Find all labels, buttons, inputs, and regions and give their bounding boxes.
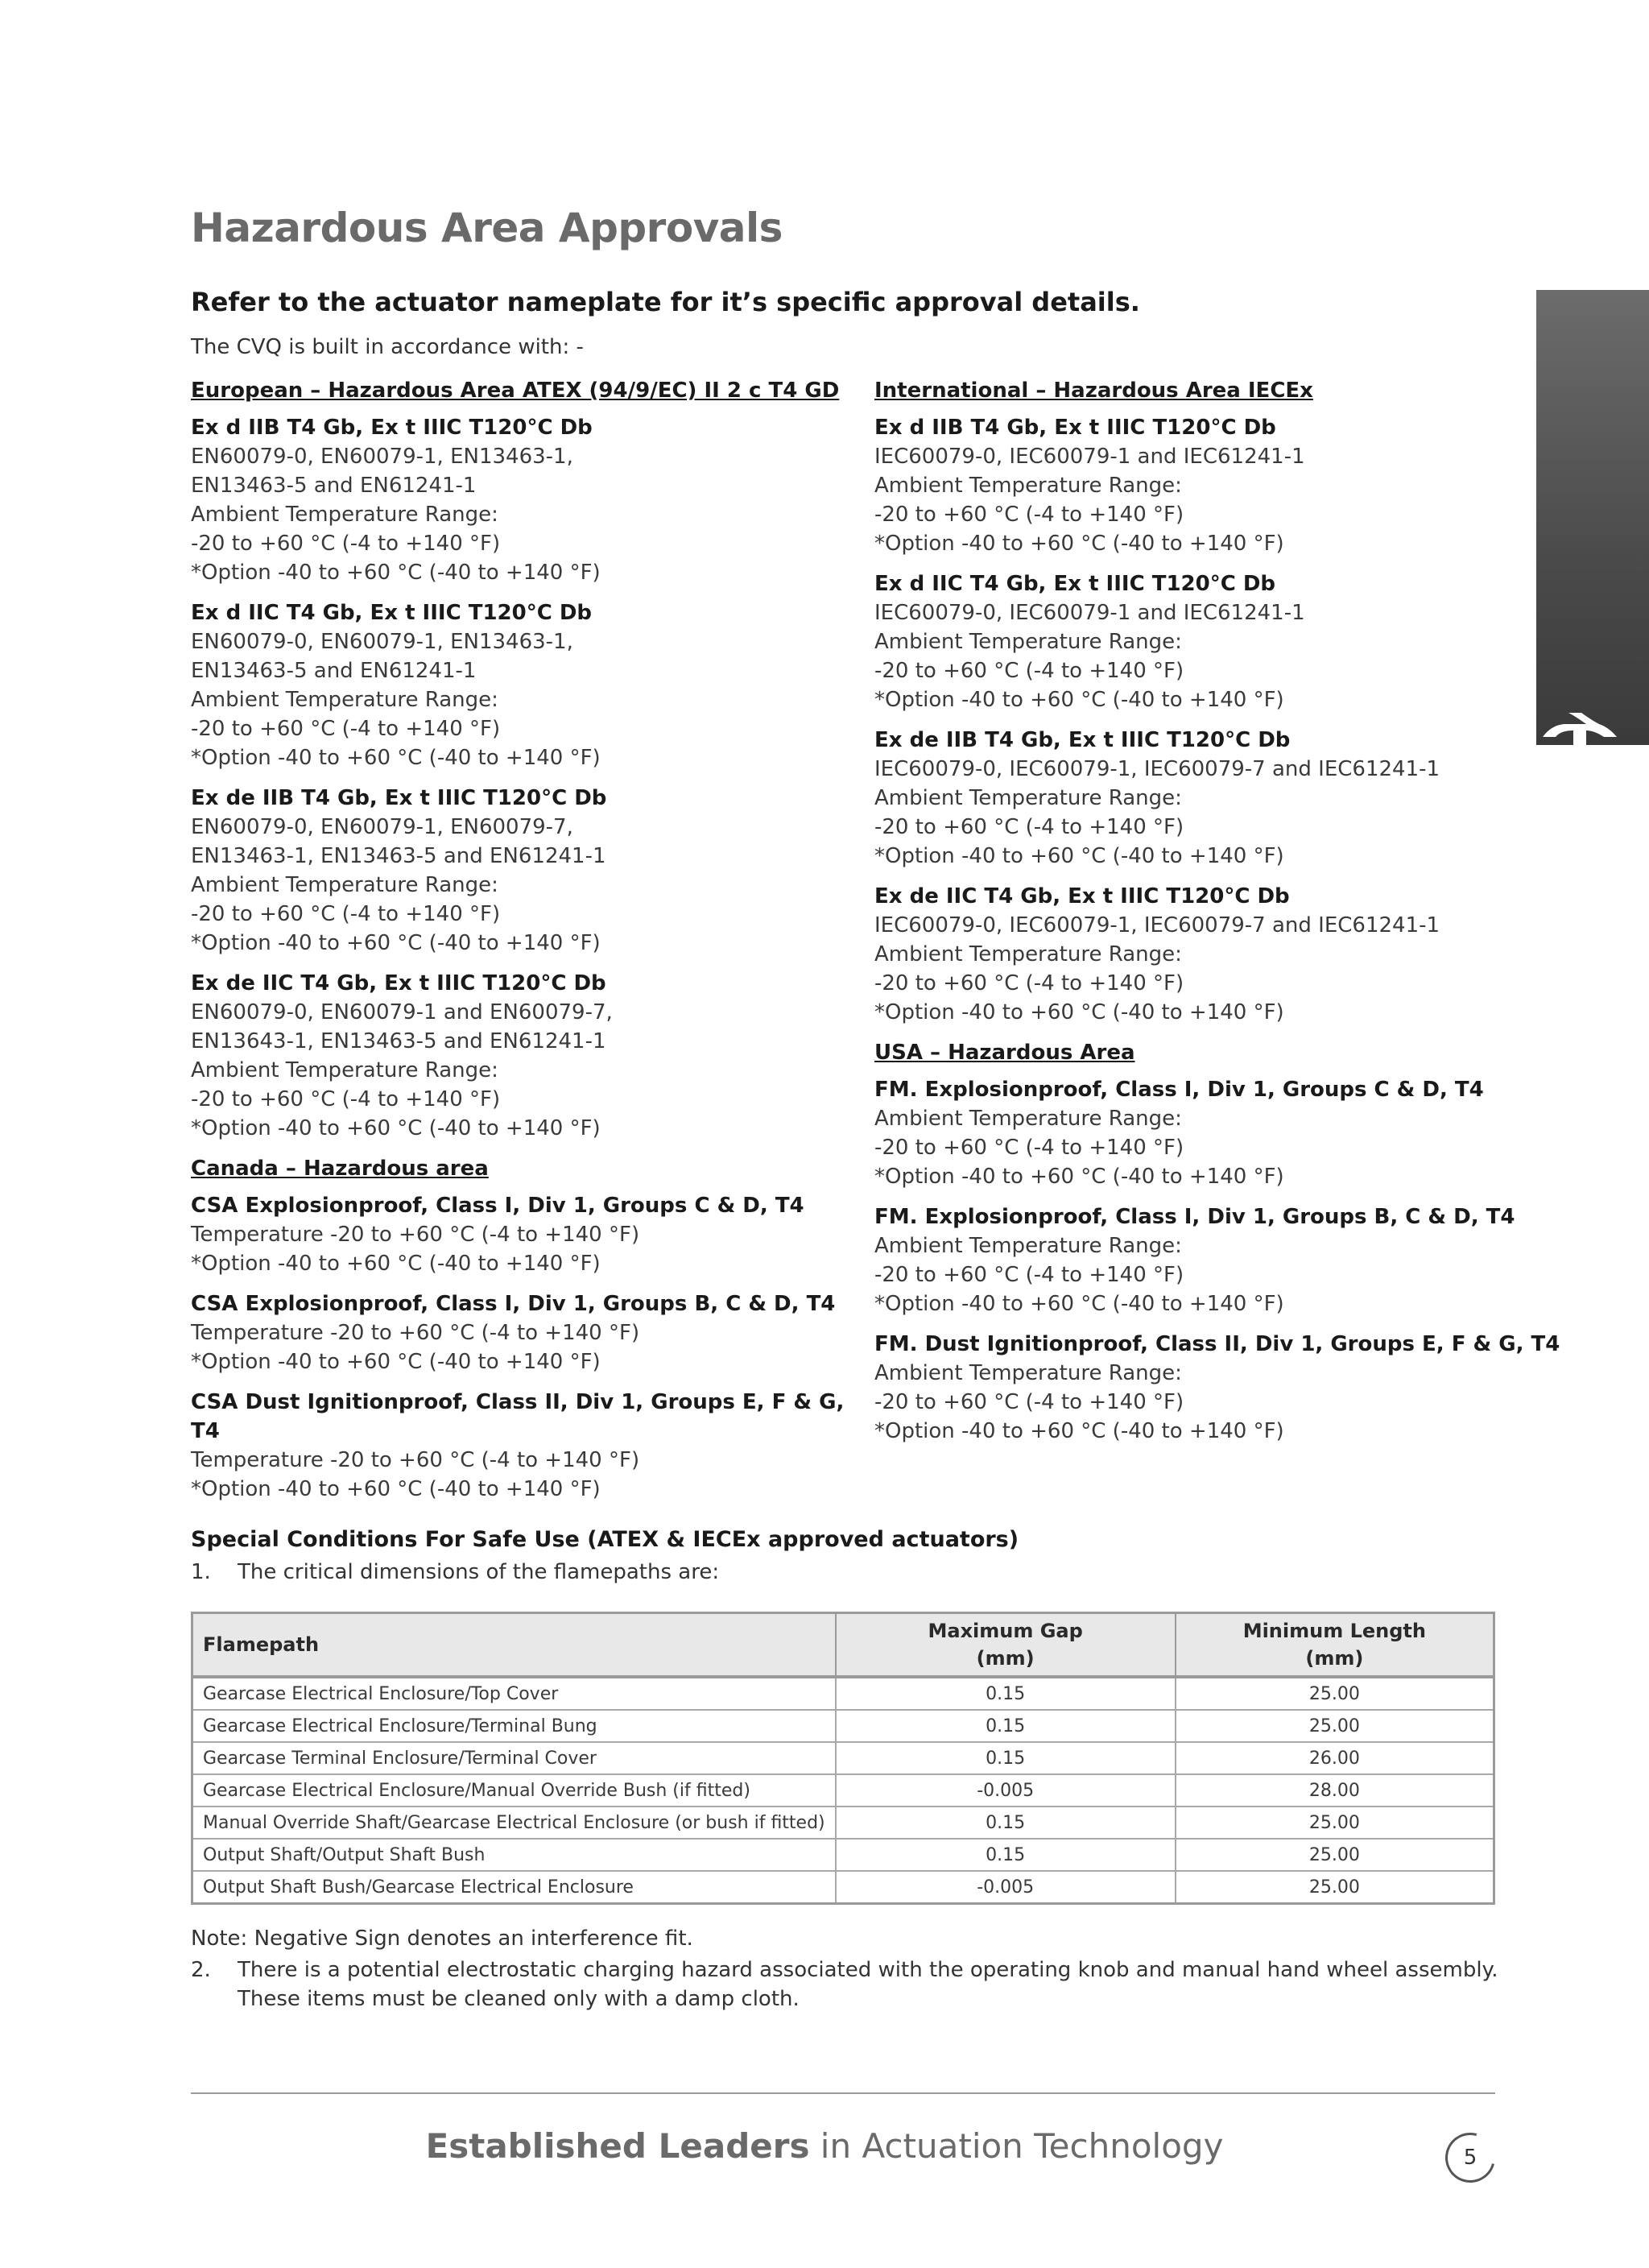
table-row [192, 1839, 1494, 1871]
approval-block [874, 1330, 1567, 1446]
approval-detail-line: *Option -40 to +60 °C (-40 to +140 °F) [191, 1252, 601, 1276]
cell-max-gap: 0.15 [836, 1710, 1176, 1742]
approval-block [874, 1075, 1567, 1191]
flamepath-table [191, 1612, 1495, 1905]
cell-min-length: 25.00 [1176, 1710, 1494, 1742]
approval-detail-line: *Option -40 to +60 °C (-40 to +140 °F) [874, 1419, 1284, 1443]
approval-title: Ex de IIB T4 Gb, Ex t IIIC T120°C Db [191, 786, 607, 810]
page-number: 5 [1463, 2146, 1477, 2170]
approval-title: CSA Explosionproof, Class I, Div 1, Groups B, C & D, T4 [191, 1292, 836, 1316]
approval-detail-line: *Option -40 to +60 °C (-40 to +140 °F) [874, 1165, 1284, 1189]
header-max-gap-line1: Maximum Gap [928, 1620, 1083, 1642]
approval-block [191, 1191, 851, 1278]
approval-detail-line: Temperature -20 to +60 °C (-4 to +140 °F) [191, 1321, 640, 1345]
cell-max-gap: -0.005 [836, 1774, 1176, 1807]
approval-detail-line: Ambient Temperature Range: [874, 474, 1182, 498]
approval-detail-line: -20 to +60 °C (-4 to +140 °F) [874, 659, 1184, 683]
cell-flamepath: Manual Override Shaft/Gearcase Electrical Enclosure (or bush if fitted) [192, 1807, 836, 1839]
approval-block [191, 1388, 851, 1504]
approval-detail-line: -20 to +60 °C (-4 to +140 °F) [874, 1390, 1184, 1414]
approval-detail-line: EN13463-5 and EN61241-1 [191, 474, 477, 498]
approval-detail-line: *Option -40 to +60 °C (-40 to +140 °F) [874, 532, 1284, 556]
cell-min-length: 25.00 [1176, 1839, 1494, 1871]
tab-marker-icon [1536, 713, 1649, 745]
approval-detail-line: Ambient Temperature Range: [874, 1107, 1182, 1131]
approval-block [874, 1202, 1567, 1318]
approval-detail-line: IEC60079-0, IEC60079-1, IEC60079-7 and IEC61241-1 [874, 757, 1440, 781]
approval-detail-line: IEC60079-0, IEC60079-1, IEC60079-7 and IEC61241-1 [874, 913, 1440, 937]
approval-detail-line: -20 to +60 °C (-4 to +140 °F) [191, 717, 501, 741]
item-text-line1: There is a potential electrostatic charging hazard associated with the operating knob and manual hand wheel assembly. [238, 1958, 1498, 1982]
header-max-gap [836, 1613, 1176, 1678]
note-text: Note: Negative Sign denotes an interference fit. [191, 1927, 693, 1951]
approval-detail-line: EN60079-0, EN60079-1, EN60079-7, [191, 815, 573, 839]
item-text-line2: These items must be cleaned only with a damp cloth. [238, 1987, 800, 2011]
approval-detail-line: EN60079-0, EN60079-1 and EN60079-7, [191, 1000, 613, 1024]
left-approvals-column [191, 376, 851, 1515]
approval-block [191, 598, 851, 772]
approval-title: CSA Dust Ignitionproof, Class II, Div 1, Groups E, F & G, T4 [191, 1390, 845, 1443]
approval-detail-line: EN60079-0, EN60079-1, EN13463-1, [191, 630, 573, 654]
item-number: 1. [191, 1560, 211, 1584]
approval-detail-line: IEC60079-0, IEC60079-1 and IEC61241-1 [874, 601, 1305, 625]
approval-detail-line: *Option -40 to +60 °C (-40 to +140 °F) [874, 1000, 1284, 1024]
flamepath-table-body [192, 1677, 1494, 1904]
cell-max-gap: 0.15 [836, 1807, 1176, 1839]
approval-title: Ex de IIC T4 Gb, Ex t IIIC T120°C Db [874, 884, 1290, 908]
header-min-length-line1: Minimum Length [1242, 1620, 1426, 1642]
cell-min-length: 28.00 [1176, 1774, 1494, 1807]
page-title: Hazardous Area Approvals [191, 205, 783, 251]
approval-detail-line: *Option -40 to +60 °C (-40 to +140 °F) [191, 1350, 601, 1374]
approval-block [874, 726, 1567, 871]
approval-title: Ex d IIC T4 Gb, Ex t IIIC T120°C Db [191, 601, 593, 625]
table-row [192, 1774, 1494, 1807]
cell-min-length: 25.00 [1176, 1807, 1494, 1839]
approval-detail-line: *Option -40 to +60 °C (-40 to +140 °F) [191, 1477, 601, 1501]
approval-title: Ex de IIC T4 Gb, Ex t IIIC T120°C Db [191, 971, 606, 995]
approval-block [191, 413, 851, 587]
cell-max-gap: 0.15 [836, 1677, 1176, 1710]
cell-flamepath: Gearcase Electrical Enclosure/Manual Override Bush (if fitted) [192, 1774, 836, 1807]
section-heading: Canada – Hazardous area [191, 1157, 489, 1181]
cell-min-length: 25.00 [1176, 1677, 1494, 1710]
approval-detail-line: -20 to +60 °C (-4 to +140 °F) [874, 815, 1184, 839]
approval-detail-line: Temperature -20 to +60 °C (-4 to +140 °F) [191, 1223, 640, 1247]
table-row [192, 1871, 1494, 1904]
intro-text: The CVQ is built in accordance with: - [191, 335, 584, 359]
approval-detail-line: Ambient Temperature Range: [191, 503, 498, 527]
footer-tagline-strong: Established Leaders [425, 2126, 810, 2166]
section-heading: International – Hazardous Area IECEx [874, 379, 1313, 403]
cell-max-gap: -0.005 [836, 1871, 1176, 1904]
cell-min-length: 26.00 [1176, 1742, 1494, 1774]
cell-flamepath: Output Shaft/Output Shaft Bush [192, 1839, 836, 1871]
approval-detail-line: Ambient Temperature Range: [191, 1058, 498, 1082]
approval-detail-line: EN60079-0, EN60079-1, EN13463-1, [191, 445, 573, 469]
approval-detail-line: EN13643-1, EN13463-5 and EN61241-1 [191, 1029, 606, 1053]
approval-detail-line: *Option -40 to +60 °C (-40 to +140 °F) [191, 931, 601, 955]
approval-detail-line: -20 to +60 °C (-4 to +140 °F) [874, 1263, 1184, 1287]
approval-title: Ex d IIC T4 Gb, Ex t IIIC T120°C Db [874, 572, 1276, 596]
approval-detail-line: EN13463-1, EN13463-5 and EN61241-1 [191, 844, 606, 868]
special-conditions-heading: Special Conditions For Safe Use (ATEX & IECEx approved actuators) [191, 1527, 1019, 1552]
header-max-gap-line2: (mm) [976, 1647, 1035, 1670]
approval-title: Ex d IIB T4 Gb, Ex t IIIC T120°C Db [191, 416, 593, 440]
approval-detail-line: *Option -40 to +60 °C (-40 to +140 °F) [191, 746, 601, 770]
approval-block [874, 569, 1567, 714]
table-row [192, 1742, 1494, 1774]
approval-detail-line: Ambient Temperature Range: [874, 1361, 1182, 1385]
table-row [192, 1710, 1494, 1742]
cell-flamepath: Output Shaft Bush/Gearcase Electrical Enclosure [192, 1871, 836, 1904]
section-side-tab [1536, 290, 1649, 745]
section-heading: USA – Hazardous Area [874, 1041, 1135, 1065]
approval-detail-line: Ambient Temperature Range: [874, 1234, 1182, 1258]
footer-tagline [0, 2126, 1649, 2166]
footer-tagline-rest: in Actuation Technology [809, 2126, 1224, 2166]
approval-detail-line: *Option -40 to +60 °C (-40 to +140 °F) [874, 688, 1284, 712]
approval-title: FM. Explosionproof, Class I, Div 1, Groups B, C & D, T4 [874, 1205, 1515, 1229]
item-text: The critical dimensions of the flamepaths are: [238, 1560, 720, 1584]
approval-detail-line: -20 to +60 °C (-4 to +140 °F) [191, 1087, 501, 1111]
table-row [192, 1807, 1494, 1839]
page-subtitle: Refer to the actuator nameplate for it’s specific approval details. [191, 287, 1140, 317]
approval-block [874, 413, 1567, 558]
approval-detail-line: EN13463-5 and EN61241-1 [191, 659, 477, 683]
table-header-row [192, 1613, 1494, 1678]
approval-title: Ex de IIB T4 Gb, Ex t IIIC T120°C Db [874, 728, 1291, 752]
approval-detail-line: IEC60079-0, IEC60079-1 and IEC61241-1 [874, 445, 1305, 469]
footer-rule [191, 2092, 1495, 2094]
approval-title: Ex d IIB T4 Gb, Ex t IIIC T120°C Db [874, 416, 1276, 440]
approval-detail-line: -20 to +60 °C (-4 to +140 °F) [874, 1136, 1184, 1160]
approval-detail-line: -20 to +60 °C (-4 to +140 °F) [874, 971, 1184, 995]
table-row [192, 1677, 1494, 1710]
approval-block [191, 784, 851, 958]
approval-title: FM. Explosionproof, Class I, Div 1, Groups C & D, T4 [874, 1078, 1484, 1102]
header-min-length-line2: (mm) [1305, 1647, 1364, 1670]
approval-detail-line: -20 to +60 °C (-4 to +140 °F) [874, 503, 1184, 527]
approval-detail-line: *Option -40 to +60 °C (-40 to +140 °F) [874, 844, 1284, 868]
approval-detail-line: Ambient Temperature Range: [191, 688, 498, 712]
approval-title: CSA Explosionproof, Class I, Div 1, Groups C & D, T4 [191, 1194, 804, 1218]
section-heading: European – Hazardous Area ATEX (94/9/EC) II 2 c T4 GD [191, 379, 840, 403]
approval-detail-line: *Option -40 to +60 °C (-40 to +140 °F) [191, 561, 601, 585]
approval-detail-line: *Option -40 to +60 °C (-40 to +140 °F) [874, 1292, 1284, 1316]
approval-detail-line: Ambient Temperature Range: [874, 942, 1182, 966]
approval-block [191, 1289, 851, 1376]
header-flamepath: Flamepath [192, 1613, 836, 1678]
item-number: 2. [191, 1958, 211, 1982]
approval-detail-line: *Option -40 to +60 °C (-40 to +140 °F) [191, 1116, 601, 1140]
approval-block [874, 882, 1567, 1027]
cell-max-gap: 0.15 [836, 1742, 1176, 1774]
approval-detail-line: -20 to +60 °C (-4 to +140 °F) [191, 532, 501, 556]
approval-detail-line: Ambient Temperature Range: [191, 873, 498, 897]
cell-flamepath: Gearcase Terminal Enclosure/Terminal Cover [192, 1742, 836, 1774]
approval-detail-line: Ambient Temperature Range: [874, 786, 1182, 810]
header-min-length [1176, 1613, 1494, 1678]
cell-max-gap: 0.15 [836, 1839, 1176, 1871]
cell-flamepath: Gearcase Electrical Enclosure/Terminal Bung [192, 1710, 836, 1742]
approval-detail-line: Ambient Temperature Range: [874, 630, 1182, 654]
approval-detail-line: -20 to +60 °C (-4 to +140 °F) [191, 902, 501, 926]
cell-flamepath: Gearcase Electrical Enclosure/Top Cover [192, 1677, 836, 1710]
approval-block [191, 969, 851, 1143]
approval-detail-line: Temperature -20 to +60 °C (-4 to +140 °F) [191, 1448, 640, 1472]
right-approvals-column [874, 376, 1567, 1457]
cell-min-length: 25.00 [1176, 1871, 1494, 1904]
approval-title: FM. Dust Ignitionproof, Class II, Div 1, Groups E, F & G, T4 [874, 1332, 1560, 1356]
